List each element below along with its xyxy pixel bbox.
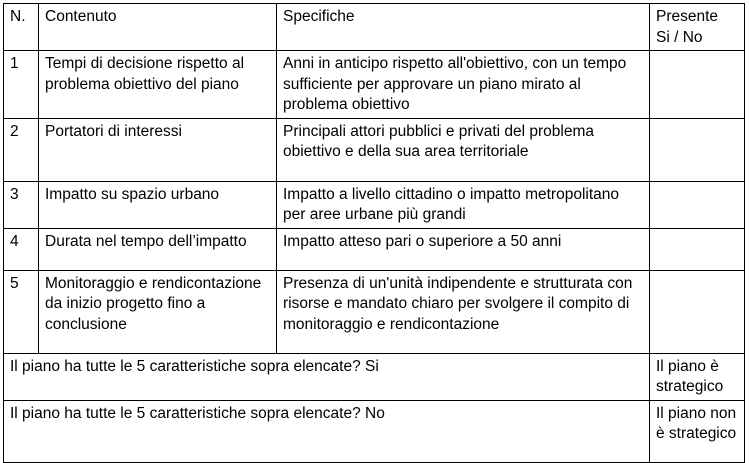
header-row — [4, 4, 745, 51]
row-contenuto: Tempi di decisione rispetto al problema obiettivo del piano — [39, 51, 277, 119]
row-number: 4 — [4, 228, 39, 270]
table-row — [4, 118, 745, 181]
summary-row-yes — [4, 353, 745, 400]
row-presente-cell — [650, 228, 745, 270]
row-number: 5 — [4, 270, 39, 353]
row-presente-cell — [650, 181, 745, 228]
summary-question-no: Il piano ha tutte le 5 caratteristiche sopra elencate? No — [4, 400, 650, 462]
header-specifiche: Specifiche — [277, 4, 650, 51]
row-number: 2 — [4, 118, 39, 181]
row-presente-cell — [650, 118, 745, 181]
table-row — [4, 181, 745, 228]
header-presente-line1: Presente — [656, 8, 719, 25]
summary-row-no — [4, 400, 745, 462]
row-contenuto: Impatto su spazio urbano — [39, 181, 277, 228]
strategic-plan-checklist-table — [3, 3, 745, 463]
row-specifiche: Impatto a livello cittadino o impatto metropolitano per aree urbane più grandi — [277, 181, 650, 228]
header-contenuto: Contenuto — [39, 4, 277, 51]
summary-result-no: Il piano non è strategico — [650, 400, 745, 462]
row-presente-cell — [650, 51, 745, 119]
row-number: 3 — [4, 181, 39, 228]
table-row — [4, 51, 745, 119]
row-specifiche: Presenza di un'unità indipendente e strutturata con risorse e mandato chiaro per svolgere il compito di monitoraggio e rendicontazione — [277, 270, 650, 353]
header-n: N. — [4, 4, 39, 51]
table-row — [4, 270, 745, 353]
row-contenuto: Portatori di interessi — [39, 118, 277, 181]
row-contenuto: Durata nel tempo dell’impatto — [39, 228, 277, 270]
summary-result-yes: Il piano è strategico — [650, 353, 745, 400]
header-presente-line2: Si / No — [656, 28, 703, 46]
row-specifiche: Principali attori pubblici e privati del problema obiettivo e della sua area territoriale — [277, 118, 650, 181]
row-number: 1 — [4, 51, 39, 119]
header-presente — [650, 4, 745, 51]
table-row — [4, 228, 745, 270]
row-presente-cell — [650, 270, 745, 353]
summary-question-yes: Il piano ha tutte le 5 caratteristiche sopra elencate? Si — [4, 353, 650, 400]
row-contenuto: Monitoraggio e rendicontazione da inizio progetto fino a conclusione — [39, 270, 277, 353]
row-specifiche: Impatto atteso pari o superiore a 50 anni — [277, 228, 650, 270]
row-specifiche: Anni in anticipo rispetto all'obiettivo, con un tempo sufficiente per approvare un piano mirato al problema obiettivo — [277, 51, 650, 119]
